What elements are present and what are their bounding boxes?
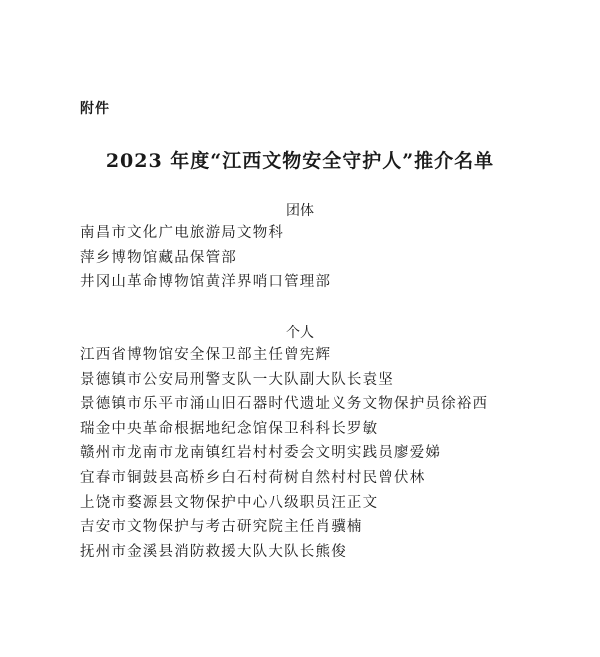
list-item: 宜春市铜鼓县高桥乡白石村荷树自然村村民曾伏林 xyxy=(80,469,426,486)
individuals-list xyxy=(80,343,488,564)
document-title: 2023 年度“江西文物安全守护人”推介名单 xyxy=(105,150,495,172)
list-item: 抚州市金溪县消防救援大队大队长熊俊 xyxy=(80,543,347,560)
list-item: 萍乡博物馆藏品保管部 xyxy=(80,249,237,266)
groups-list xyxy=(80,221,331,295)
list-item: 景德镇市公安局刑警支队一大队副大队长袁坚 xyxy=(80,371,394,388)
list-item: 景德镇市乐平市涌山旧石器时代遗址义务文物保护员徐裕西 xyxy=(80,396,489,413)
list-item: 南昌市文化广电旅游局文物科 xyxy=(80,225,285,241)
list-item: 瑞金中央革命根据地纪念馆保卫科科长罗敏 xyxy=(80,420,379,437)
list-item: 井冈山革命博物馆黄洋界哨口管理部 xyxy=(80,274,332,291)
list-item: 赣州市龙南市龙南镇红岩村村委会文明实践员廖爱娣 xyxy=(80,445,442,462)
attachment-label: 附件 xyxy=(80,101,110,117)
list-item: 上饶市婺源县文物保护中心八级职员汪正文 xyxy=(80,494,379,511)
individuals-heading: 个人 xyxy=(286,325,314,341)
list-item: 吉安市文物保护与考古研究院主任肖骥楠 xyxy=(80,519,363,536)
list-item: 江西省博物馆安全保卫部主任曾宪辉 xyxy=(80,347,332,363)
groups-heading: 团体 xyxy=(286,203,314,219)
